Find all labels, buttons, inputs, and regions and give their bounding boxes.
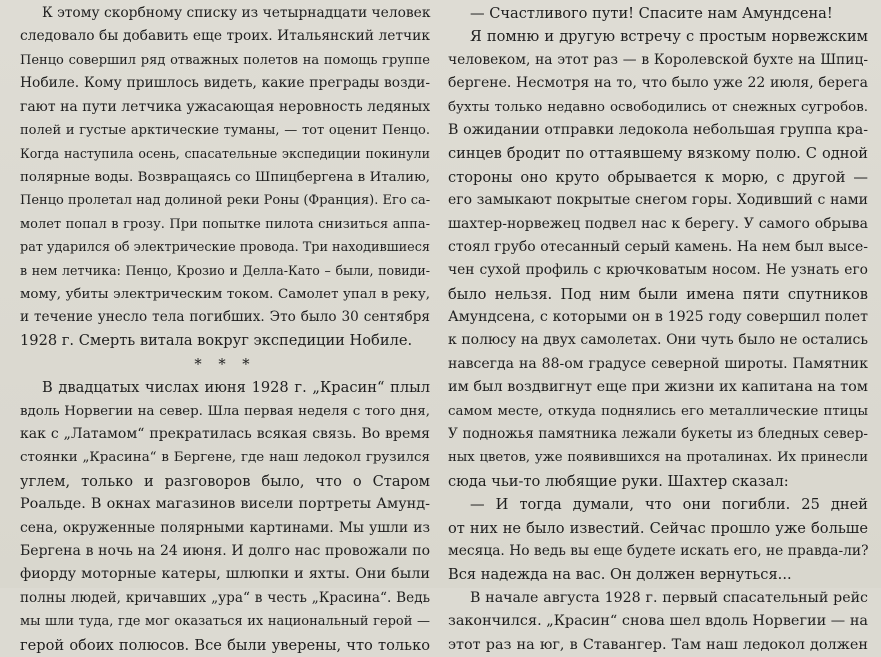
text-line: рат ударился об электрические провода. Три находившиеся	[20, 239, 430, 255]
text-line: полны людей, кричавших „ура“ в честь „Красина“. Ведь	[20, 589, 430, 606]
text-line: Вся надежда на вас. Он должен вернуться...	[448, 566, 792, 584]
text-line: Роальде. В окнах магазинов висели портреты Амунд-	[20, 496, 430, 513]
text-line: фиорду моторные катеры, шлюпки и яхты. Они были	[20, 566, 430, 583]
text-line: герой обоих полюсов. Все были уверены, что только	[20, 636, 430, 654]
text-line: как с „Латамом“ прекратилась всякая связь. Во время	[20, 426, 430, 443]
text-line: углем, только и разговоров было, что о Старом	[20, 472, 430, 490]
text-line: — Счастливого пути! Спасите нам Амундсена!	[470, 5, 833, 22]
text-line: полей и густые арктические туманы, — тот оценит Пенцо.	[20, 122, 430, 138]
text-line: Бергена в ночь на 24 июня. И долго нас провожали по	[20, 542, 430, 559]
left-column	[20, 2, 430, 657]
text-line: Я помню и другую встречу с простым норвежским	[470, 28, 868, 46]
text-line: ных цветов, уже появившихся на проталинах. Их принесли	[448, 450, 868, 466]
text-line: в нем летчика: Пенцо, Крозио и Делла-Като – были, повиди-	[20, 263, 430, 279]
text-line: В ожидании отправки ледокола небольшая группа кра-	[448, 121, 868, 138]
text-line: — И тогда думали, что они погибли. 25 дней	[470, 496, 868, 514]
text-line: закончился. „Красин“ снова шел вдоль Норвегии — на	[448, 613, 868, 630]
text-line: полярные воды. Возвращаясь со Шпицбергена в Италию,	[20, 169, 430, 185]
text-line: К этому скорбному списку из четырнадцати человек	[42, 5, 431, 21]
text-line: В двадцатых числах июня 1928 г. „Красин“ плыл	[42, 379, 430, 397]
text-line: месяца. Но ведь вы еще будете искать его, не правда-ли?	[448, 542, 869, 559]
text-line: стороны оно круто обрывается к морю, с другой —	[448, 168, 868, 186]
text-line: В начале августа 1928 г. первый спасательный рейс	[470, 589, 868, 606]
text-line: сена, окруженные полярными картинами. Мы ушли из	[20, 519, 430, 536]
text-line: молет попал в грозу. При попытке пилота снизиться аппа-	[20, 216, 430, 232]
text-line: Нобиле. Кому пришлось видеть, какие преграды возди-	[20, 75, 430, 92]
text-line: от них не было известий. Сейчас прошло уже больше	[448, 519, 868, 537]
text-line: мы шли туда, где мог оказаться их национальный герой —	[20, 614, 430, 630]
text-line: стоял грубо отесанный серый камень. На нем был высе-	[448, 238, 868, 255]
text-line: чен сухой профиль с крючковатым носом. Не узнать его	[448, 262, 868, 279]
text-line: сюда чьи-то любящие руки. Шахтер сказал:	[448, 472, 789, 490]
text-line: У подножья памятника лежали букеты из бледных север-	[448, 426, 868, 443]
text-line: Пенцо пролетал над долиной реки Роны (Франция). Его са-	[20, 193, 431, 209]
text-line: шахтер-норвежец подвел нас к берегу. У самого обрыва	[448, 215, 868, 232]
text-line: Пенцо совершил ряд отважных полетов на помощь группе	[20, 52, 430, 68]
text-line: бухты только недавно освободились от снежных сугробов.	[448, 99, 868, 115]
text-line: Амундсена, с которыми он в 1925 году совершил полет	[448, 309, 868, 326]
right-column	[448, 2, 868, 657]
text-line: было нельзя. Под ним были имена пяти спутников	[448, 285, 868, 303]
text-line: этот раз на юг, в Ставангер. Там наш ледокол должен	[448, 636, 868, 653]
text-line: человеком, на этот раз — в Королевской бухте на Шпиц-	[448, 51, 868, 68]
text-line: бергене. Несмотря на то, что было уже 22 июля, берега	[448, 75, 868, 92]
text-line: его замыкают покрытые снегом горы. Ходивший с нами	[448, 192, 868, 209]
section-separator: * * *	[194, 355, 256, 373]
text-line: 1928 г. Смерть витала вокруг экспедиции Нобиле.	[20, 332, 413, 350]
text-line: самом месте, откуда поднялись его металлические птицы	[448, 403, 868, 419]
text-line: Когда наступила осень, спасательные экспедиции покинули	[20, 146, 430, 162]
text-line: навсегда на 88-ом градусе северной широты. Памятник	[448, 355, 868, 372]
text-line: вдоль Норвегии на север. Шла первая неделя с того дня,	[20, 403, 430, 419]
text-line: мому, убиты электрическим током. Самолет упал в реку,	[20, 286, 430, 302]
text-line: стоянки „Красина“ в Бергене, где наш ледокол грузился	[20, 450, 430, 466]
text-line: им был воздвигнут еще при жизни их капитана на том	[448, 379, 868, 396]
text-line: следовало бы добавить еще троих. Итальянский летчик	[20, 28, 430, 45]
text-line: синцев бродит по оттаявшему вязкому полю. С одной	[448, 145, 868, 163]
text-line: гают на пути летчика ужасающая неровность ледяных	[20, 98, 431, 115]
text-line: и течение унесло тела погибших. Это было 30 сентября	[20, 309, 430, 326]
text-line: к полюсу на двух самолетах. Они чуть было не остались	[448, 332, 868, 349]
